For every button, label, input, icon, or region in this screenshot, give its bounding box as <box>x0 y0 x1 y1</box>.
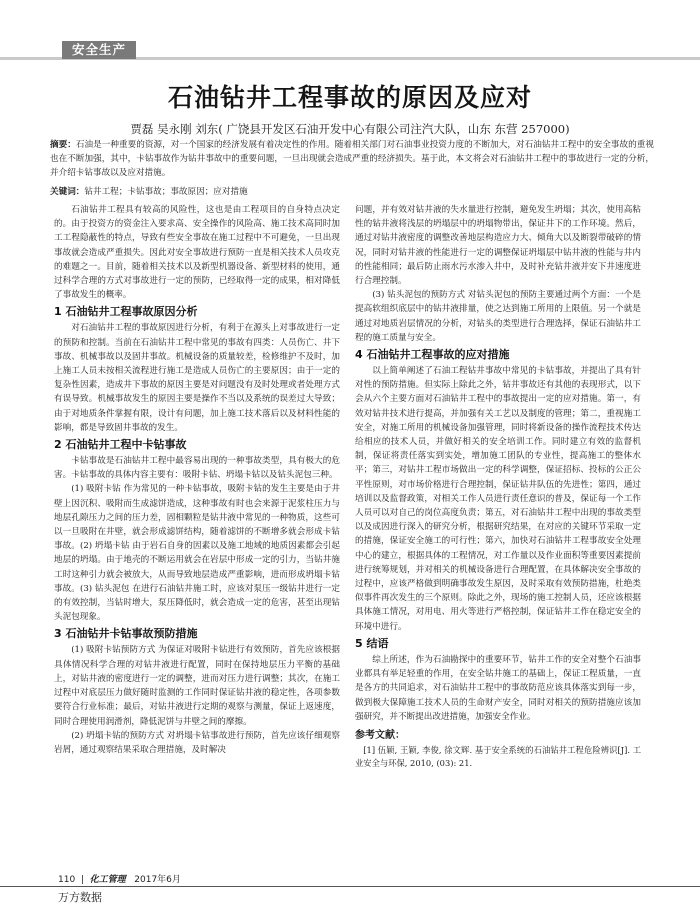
paragraph: 问题，并有效对钻井液的失水量进行控制，避免发生坍塌；其次，使用高粘性的钻井液将浅层的坍塌层中的坍塌物带出，保证井下的工作环境。然后，通过对钻井液密度的调整改善地层构造应力大、倾角大以及断裂带破碎的情况，同时对钻井液的性能进行一定的调整保证坍塌层中钻井液的性能与井内的性能相同；最后防止雨水污水渗入井中，及时补充钻井液并安下井速度进行合理控制。 <box>355 205 641 287</box>
author-line: 贾磊 吴永刚 刘东( 广饶县开发区石油开发中心有限公司注汽大队，山东 东营 257000) <box>130 122 570 136</box>
reference-item: [1] 伍颖, 王颖, 李俊, 徐文辉. 基于安全系统的石油钻井工程危险辨识[J]. 工业安全与环保, 2010, (03): 21. <box>355 744 641 769</box>
article-title: 石油钻井工程事故的原因及应对 <box>167 83 532 112</box>
journal-name: 化工管理 <box>89 875 126 885</box>
section-heading-3: 3 石油钻井卡钻事故预防措施 <box>54 627 198 641</box>
footer-rule <box>0 886 700 887</box>
keywords-text: 钻井工程；卡钻事故；事故原因；应对措施 <box>84 187 248 197</box>
abstract-text: 石油是一种重要的资源，对一个国家的经济发展有着决定性的作用。随着相关部门对石油事业投资力度的不断加大，对石油钻井工程中的安全事故的重视也在不断加强，其中，卡钻事故作为钻井事故中的重要问题，一旦出现就会造成严重的经济损失。基于此，本文将会对石油钻井工程中的事故进行一定的分析，并介绍卡钻事故以及应对措施。 <box>50 140 654 178</box>
left-column <box>54 203 340 757</box>
paragraph: (1) 吸附卡钻 作为常见的一种卡钻事故，吸附卡钻的发生主要是由于井壁上因沉积、吸附而生成滤饼造成，这种事故有时也会来源于泥浆柱压力与地层孔隙压力之间的压力差，固相颗粒是钻井液中常见的一种物质，这些可以一旦吸附在井壁，就会形成滤饼结构，随着滤饼的不断增多就会形成卡钻事故。(2) 坍塌卡钻 由于岩石自身的因素以及施工地域的地质因素都会引起地层的坍塌。由于地壳的不断运用就会在岩层中形成一定的引力，当钻井施工时这种引力就会被放大，从而导致地层造成严重影响，进而形成坍塌卡钻事故。(3) 钻头泥包 在进行石油钻井施工时，应该对泵压一级钻井进行一定的有效控制，当钻时增大，泵压降低时，就会造成一定的危害，甚至出现钻头泥包现象。 <box>54 484 340 623</box>
paragraph: (3) 钻头泥包的预防方式 对钻头泥包的预防主要通过两个方面：一个是提高软组织底层中的钻井液排量，使之达到施工所用的上限值。另一个就是通过对地质岩层情况的分析，对钻头的类型进行合理选择，保证石油钻井工程的施工质量与安全。 <box>355 290 641 343</box>
paragraph: (2) 坍塌卡钻的预防方式 对坍塌卡钻事故进行预防，首先应该仔细观察岩屑，通过观察结果采取合理措施，及时解决 <box>54 730 340 755</box>
database-brand: 万方数据 <box>58 891 102 904</box>
abstract <box>50 138 654 180</box>
abstract-label: 摘要： <box>50 140 76 150</box>
paragraph: 以上简单阐述了石油工程钻井事故中常见的卡钻事故，并提出了具有针对性的预防措施。但实际上除此之外，钻井事故还有其他的表现形式，以下会从六个主要方面对石油钻井工程中的事故提出一定的应对措施。第一，有效对钻井技术进行提高，并加强有关工艺以及制度的管理；第二，重视施工安全，对施工所用的机械设备加强管理，同时将新设备的操作流程技术传达给相应的技术人员，并做好相关的安全培训工作。同时建立有效的监督机制，保证将责任落实到实处，增加施工团队的专业性，提高施工的整体水平；第三，对钻井工程市场做出一定的科学调整，保证招标、投标的公正公平性原则，对市场价格进行合理控制，保证钻井队伍的先进性；第四，通过培训以及监督政策，对相关工作人员进行责任意识的普及，保证每一个工作人员可以对自己的岗位高度负责；第五，对石油钻井工程中出现的事故类型以及成因进行深入的研究分析，根据研究结果，在对应的关键环节采取一定的措施，保证安全施工的可行性；第六，加快对石油钻井工程事故安全处理中心的建立，根据具体的工程情况，对工作量以及作业面积等重要因素提前进行统筹规划，并对相关的机械设备进行合理配置，在具体解决安全事故的过程中，应该严格做到明确事故发生原因，及时采取有效预防措施，杜绝类似事件再次发生的三个原则。除此之外，现场的施工控制人员，还应该根据具体施工情况，对用电、用火等进行严格控制，保证钻井工作在稳定安全的环境中进行。 <box>355 366 641 632</box>
section-tag: 安全生产 <box>62 41 136 59</box>
paragraph: (1) 吸附卡钻预防方式 为保证对吸附卡钻进行有效预防，首先应该根据具体情况科学合理的对钻井液进行配置，同时在保持地层压力平衡的基础上，对钻井液的密度进行一定的调整，进而对压力进行调整；其次，在施工过程中对底层压力做好随时监测的工作同时保证钻井液的稳定性，各项参数要符合行业标准；最后，对钻井液进行定期的观察与测量，保证上返速度，同时合理使用润滑剂，降低泥饼与井壁之间的摩擦。 <box>54 645 340 727</box>
section-heading-4: 4 石油钻井工程事故的应对措施 <box>355 348 510 362</box>
section-heading-2: 2 石油钻井工程中卡钻事故 <box>54 438 187 452</box>
section-heading-5: 5 结语 <box>355 636 389 650</box>
section-heading-1: 1 石油钻井工程事故原因分析 <box>54 305 198 319</box>
keywords-label: 关键词： <box>50 187 85 197</box>
page-number: 110 <box>58 875 76 885</box>
footer-page-info: 110 | 化工管理 2017年6月 <box>58 875 181 885</box>
paragraph: 对石油钻井工程的事故原因进行分析，有利于在源头上对事故进行一定的预防和控制。当前在石油钻井工程中常见的事故有四类：人员伤亡、井下事故、机械事故以及固井事故。机械设备的质量较差，检修维护不及时，加上施工人员未按相关流程进行施工是造成人员伤亡的主要原因；由于一定的复杂性因素，造成井下事故的原因主要是对问题没有及时处理或者处理方式有误导致。机械事故发生的原因主要是操作不当以及系统的误差过大导致；由于对地质条件掌握有限，设计有问题，加上施工技术落后以及材料性能的影响，都是导致固井事故的发生。 <box>54 323 340 433</box>
paragraph: 综上所述，作为石油勘探中的重要环节，钻井工作的安全对整个石油事业都具有举足轻重的作用，在安全钻井施工的基础上，保证工程质量，一直是各方的共同追求，对石油钻井工程中的事故防范应该具体落实到每一步，做到极大保障施工技术人员的生命财产安全，同时对相关的预防措施应该加强研究，并不断提出改进措施，加强安全作业。 <box>355 654 641 722</box>
paragraph: 卡钻事故是石油钻井工程中最容易出现的一种事故类型，具有极大的危害。卡钻事故的具体内容主要有：吸附卡钻、坍塌卡钻以及钻头泥包三种。 <box>54 456 340 481</box>
right-column <box>355 203 641 771</box>
references-heading: 参考文献： <box>355 729 405 741</box>
keywords <box>50 185 654 199</box>
issue-date: 2017年6月 <box>134 875 181 885</box>
intro-paragraph: 石油钻井工程具有较高的风险性，这也是由工程项目的自身特点决定的。由于投资方的资金注入要求高、安全操作的风险高、施工技术高同时加工工程隐蔽性的特点，导致有些安全事故在施工过程中不可避免，一旦出现事故就会造成严重损失。因此对安全事故进行预防一直是相关技术人员攻克的难题之一。目前，随着相关技术以及新型机器设备、新型材料的使用，通过科学合理的方式对事故进行一定的预防，已经取得一定的成果，相对降低了事故发生的概率。 <box>54 205 340 301</box>
